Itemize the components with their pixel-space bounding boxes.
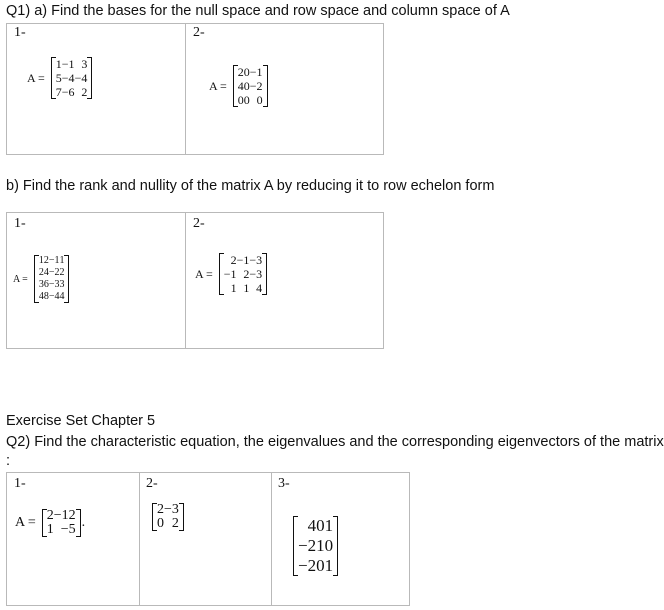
matrix-entry: 0 xyxy=(237,93,244,107)
q2-divider-2 xyxy=(271,473,272,605)
q1b-matrix-box xyxy=(6,212,384,349)
matrix-brackets xyxy=(233,65,268,107)
matrix-entry: −1 xyxy=(48,255,60,266)
matrix-entry: −5 xyxy=(60,522,76,537)
matrix-entry: 3 xyxy=(38,279,44,290)
matrix-entry: −1 xyxy=(249,65,263,79)
matrix-table xyxy=(224,253,262,295)
matrix-row xyxy=(298,556,333,576)
matrix-entry: −2 xyxy=(48,267,60,278)
q1b-divider xyxy=(185,213,186,348)
matrix-table xyxy=(39,255,65,303)
matrix-entry: −4 xyxy=(48,291,60,302)
matrix-entry: −3 xyxy=(249,267,263,281)
matrix-entry: 3 xyxy=(59,279,65,290)
matrix-table xyxy=(47,509,76,537)
matrix-entry: 1 xyxy=(324,556,334,575)
q2-matrix-box xyxy=(6,472,410,606)
matrix-entry: 3 xyxy=(81,57,88,71)
matrix-entry: 1 xyxy=(230,281,237,295)
matrix-a-symbol: A = xyxy=(195,266,213,281)
matrix-entry: −2 xyxy=(249,79,263,93)
matrix-entry: 2 xyxy=(157,502,164,517)
q1a-matrix-1 xyxy=(27,46,92,110)
matrix-period: . xyxy=(81,515,86,530)
matrix-row xyxy=(298,536,333,556)
matrix-entry: 2 xyxy=(171,516,179,531)
matrix-row xyxy=(157,517,179,531)
matrix-entry: −3 xyxy=(164,502,179,517)
matrix-a-symbol: A = xyxy=(13,273,28,285)
q1a-matrix-2 xyxy=(209,54,268,118)
matrix-entry: 0 xyxy=(243,79,250,93)
matrix-row xyxy=(224,281,262,295)
matrix-row xyxy=(56,85,88,99)
q2-label-3: 3- xyxy=(278,476,290,491)
matrix-row xyxy=(39,255,65,267)
q1a-divider xyxy=(185,24,186,154)
matrix-entry: −1 xyxy=(223,267,237,281)
q2-matrix-1 xyxy=(15,503,85,543)
matrix-entry: 2 xyxy=(59,267,65,278)
matrix-entry: 0 xyxy=(243,65,250,79)
matrix-table xyxy=(238,65,263,107)
matrix-entry: 7 xyxy=(55,85,62,99)
matrix-a-symbol: A = xyxy=(209,78,227,93)
matrix-entry: 2 xyxy=(43,255,49,266)
matrix-entry: 2 xyxy=(38,267,44,278)
matrix-brackets xyxy=(152,503,184,531)
q2-heading: Q2) Find the characteristic equation, the eigenvalues and the corresponding eigenvectors of the matrix : xyxy=(6,434,664,469)
matrix-entry: −12 xyxy=(53,508,76,523)
matrix-entry: −1 xyxy=(236,253,250,267)
matrix-entry: −3 xyxy=(48,279,60,290)
matrix-entry: 8 xyxy=(43,291,49,302)
matrix-entry: −4 xyxy=(61,71,75,85)
matrix-entry: 0 xyxy=(316,556,325,575)
matrix-entry: 2 xyxy=(243,267,250,281)
matrix-entry: 4 xyxy=(38,291,44,302)
matrix-entry: −2 xyxy=(298,556,317,575)
matrix-row xyxy=(157,503,179,517)
q1b-label-2: 2- xyxy=(193,216,205,231)
q2-label-2: 2- xyxy=(146,476,158,491)
matrix-entry: 0 xyxy=(324,536,334,555)
matrix-a-symbol: A = xyxy=(15,515,36,530)
matrix-brackets xyxy=(51,57,93,99)
q1a-label-2: 2- xyxy=(193,25,205,40)
matrix-row xyxy=(47,509,76,523)
matrix-row xyxy=(298,516,333,536)
matrix-table xyxy=(56,57,88,99)
matrix-row xyxy=(224,267,262,281)
chapter5-title: Exercise Set Chapter 5 xyxy=(6,413,156,429)
matrix-row xyxy=(238,65,263,79)
matrix-entry: 2 xyxy=(237,65,244,79)
matrix-entry: −6 xyxy=(61,85,75,99)
matrix-entry: 4 xyxy=(307,516,317,535)
matrix-entry: −2 xyxy=(298,536,317,555)
matrix-entry: 2 xyxy=(46,508,54,523)
q1b-matrix-1 xyxy=(13,241,69,317)
q2-divider-1 xyxy=(139,473,140,605)
matrix-entry: −3 xyxy=(249,253,263,267)
matrix-entry: 5 xyxy=(55,71,62,85)
matrix-row xyxy=(224,253,262,267)
matrix-table xyxy=(298,516,333,576)
q1a-matrix-box xyxy=(6,23,384,155)
matrix-entry: 0 xyxy=(243,93,250,107)
matrix-entry: −1 xyxy=(61,57,75,71)
matrix-brackets xyxy=(219,253,267,295)
matrix-row xyxy=(238,79,263,93)
matrix-brackets xyxy=(42,509,81,537)
q2-matrix-2 xyxy=(152,497,184,537)
matrix-entry: 1 xyxy=(55,57,62,71)
matrix-entry: 4 xyxy=(237,79,244,93)
matrix-entry: 1 xyxy=(46,522,54,537)
matrix-row xyxy=(47,523,76,537)
matrix-entry: 1 xyxy=(316,536,325,555)
matrix-entry: −4 xyxy=(74,71,88,85)
matrix-entry: 1 xyxy=(243,281,250,295)
matrix-entry: 1 xyxy=(324,516,334,535)
matrix-a-symbol: A = xyxy=(27,70,45,85)
matrix-entry: 4 xyxy=(59,291,65,302)
q1b-label-1: 1- xyxy=(14,216,26,231)
matrix-brackets xyxy=(34,255,70,303)
matrix-entry: 4 xyxy=(43,267,49,278)
matrix-row xyxy=(56,71,88,85)
matrix-entry: 4 xyxy=(256,281,263,295)
q1b-heading: b) Find the rank and nullity of the matrix A by reducing it to row echelon form xyxy=(6,178,495,194)
q2-matrix-3 xyxy=(293,497,338,595)
matrix-row xyxy=(39,279,65,291)
matrix-entry: 2 xyxy=(230,253,237,267)
matrix-entry: 6 xyxy=(43,279,49,290)
matrix-brackets xyxy=(293,516,338,576)
matrix-entry: 0 xyxy=(256,93,263,107)
q1a-heading: Q1) a) Find the bases for the null space and row space and column space of A xyxy=(6,3,510,19)
matrix-row xyxy=(238,93,263,107)
matrix-entry: 2 xyxy=(81,85,88,99)
matrix-entry: 0 xyxy=(157,516,164,531)
q2-label-1: 1- xyxy=(14,476,26,491)
matrix-entry: 1 xyxy=(38,255,44,266)
matrix-entry: 0 xyxy=(316,516,325,535)
q1b-matrix-2 xyxy=(195,243,267,305)
matrix-row xyxy=(56,57,88,71)
matrix-row xyxy=(39,267,65,279)
q1a-label-1: 1- xyxy=(14,25,26,40)
matrix-table xyxy=(157,503,179,531)
matrix-row xyxy=(39,291,65,303)
matrix-entry: 1 xyxy=(59,255,65,266)
